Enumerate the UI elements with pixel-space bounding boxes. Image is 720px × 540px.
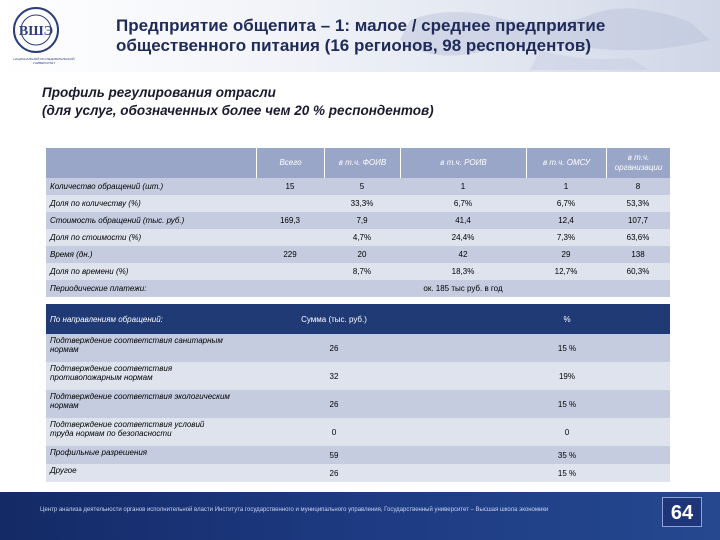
cell-sum: 26 <box>329 468 339 478</box>
cell-percent: 15 % <box>557 468 577 478</box>
table-header-row <box>46 304 670 334</box>
subtitle-line-1: Профиль регулирования отрасли <box>42 85 276 100</box>
table-row <box>46 212 670 229</box>
cell-foiv: 5 <box>359 182 365 191</box>
row-label: Доля по количеству (%) <box>50 199 141 208</box>
header-percent: % <box>563 314 571 324</box>
row-label: Профильные разрешения <box>50 448 148 457</box>
cell-total: 15 <box>285 182 295 191</box>
table-row <box>46 229 670 246</box>
cell-organizations: 60,3% <box>626 267 650 276</box>
page-title: Предприятие общепита – 1: малое / среднее предприятие общественного питания (16 регионов, 98 респондентов) <box>116 16 606 55</box>
table-row <box>46 178 670 195</box>
header-sum: Сумма (тыс. руб.) <box>301 314 367 324</box>
row-label: Подтверждение соответствия санитарным нормам <box>50 336 223 354</box>
cell-roiv: 41,4 <box>455 216 471 225</box>
footer-text: Центр анализа деятельности органов исполнительной власти Института государственного и муниципального управления, Государственный университет – Высшая школа экономики <box>40 507 549 513</box>
cell-foiv: 8,7% <box>352 267 372 276</box>
regulation-profile-table <box>46 148 670 297</box>
row-label: Периодические платежи: <box>50 284 147 293</box>
table-header-row <box>46 148 670 178</box>
cell-percent: 0 <box>564 427 570 437</box>
header-omsu: в т.ч. ОМСУ <box>526 148 606 178</box>
footer-bar <box>0 492 720 540</box>
cell-foiv: 4,7% <box>352 233 372 242</box>
header-foiv: в т.ч. ФОИВ <box>324 148 400 178</box>
table-row <box>46 280 670 297</box>
periodic-payments-value: ок. 185 тыс руб. в год <box>423 284 503 293</box>
row-label: Доля по стоимости (%) <box>50 233 142 242</box>
table-row <box>46 246 670 263</box>
table-row <box>46 418 670 446</box>
row-label: Стоимость обращений (тыс. руб.) <box>50 216 185 225</box>
table-row <box>46 390 670 418</box>
header-directions: По направлениям обращений: <box>50 314 163 324</box>
subtitle-line-2: (для услуг, обозначенных более чем 20 % респондентов) <box>42 103 434 118</box>
cell-sum: 32 <box>329 371 339 381</box>
svg-text:ВШЭ: ВШЭ <box>18 24 54 39</box>
cell-sum: 0 <box>331 427 337 437</box>
table-row <box>46 362 670 390</box>
header-roiv: в т.ч. РОИВ <box>400 148 526 178</box>
cell-total: 169,3 <box>279 216 301 225</box>
cell-sum: 26 <box>329 343 339 353</box>
row-label: Подтверждение соответствия противопожарным нормам <box>50 364 173 382</box>
cell-roiv: 24,4% <box>451 233 475 242</box>
cell-omsu: 12,7% <box>554 267 578 276</box>
cell-organizations: 107,7 <box>627 216 649 225</box>
cell-foiv: 33,3% <box>350 199 374 208</box>
page-number: 64 <box>662 497 702 527</box>
cell-omsu: 12,4 <box>558 216 574 225</box>
cell-percent: 35 % <box>557 450 577 460</box>
university-seal-icon <box>12 6 60 54</box>
cell-organizations: 53,3% <box>626 199 650 208</box>
cell-sum: 59 <box>329 450 339 460</box>
table-row <box>46 464 670 482</box>
header-empty-cell <box>46 148 256 178</box>
table-row <box>46 334 670 362</box>
cell-roiv: 1 <box>460 182 466 191</box>
cell-omsu: 29 <box>561 250 571 259</box>
row-label: Доля по времени (%) <box>50 267 129 276</box>
cell-omsu: 7,3% <box>556 233 576 242</box>
logo-caption: НАЦИОНАЛЬНЫЙ ИССЛЕДОВАТЕЛЬСКИЙ УНИВЕРСИТЕТ <box>13 57 75 65</box>
row-label: Подтверждение соответствия условий труда нормам по безопасности <box>50 420 205 438</box>
row-label: Подтверждение соответствия экологическим нормам <box>50 392 230 410</box>
cell-omsu: 6,7% <box>556 199 576 208</box>
directions-table <box>46 304 670 482</box>
header-total: Всего <box>256 148 324 178</box>
header-organizations: в т.ч. организации <box>606 148 670 178</box>
row-label: Другое <box>50 466 77 475</box>
table-row <box>46 263 670 280</box>
cell-roiv: 42 <box>458 250 468 259</box>
row-label: Время (дн.) <box>50 250 93 259</box>
cell-percent: 19% <box>558 371 575 381</box>
cell-sum: 26 <box>329 399 339 409</box>
cell-total: 229 <box>283 250 297 259</box>
table-row <box>46 195 670 212</box>
row-label: Количество обращений (шт.) <box>50 182 164 191</box>
cell-organizations: 63,6% <box>626 233 650 242</box>
cell-foiv: 20 <box>357 250 367 259</box>
cell-organizations: 138 <box>631 250 645 259</box>
table-row <box>46 446 670 464</box>
cell-roiv: 18,3% <box>451 267 475 276</box>
cell-foiv: 7,9 <box>356 216 368 225</box>
cell-organizations: 8 <box>635 182 641 191</box>
cell-roiv: 6,7% <box>453 199 473 208</box>
section-subtitle <box>42 84 662 120</box>
cell-omsu: 1 <box>563 182 569 191</box>
cell-percent: 15 % <box>557 343 577 353</box>
cell-percent: 15 % <box>557 399 577 409</box>
